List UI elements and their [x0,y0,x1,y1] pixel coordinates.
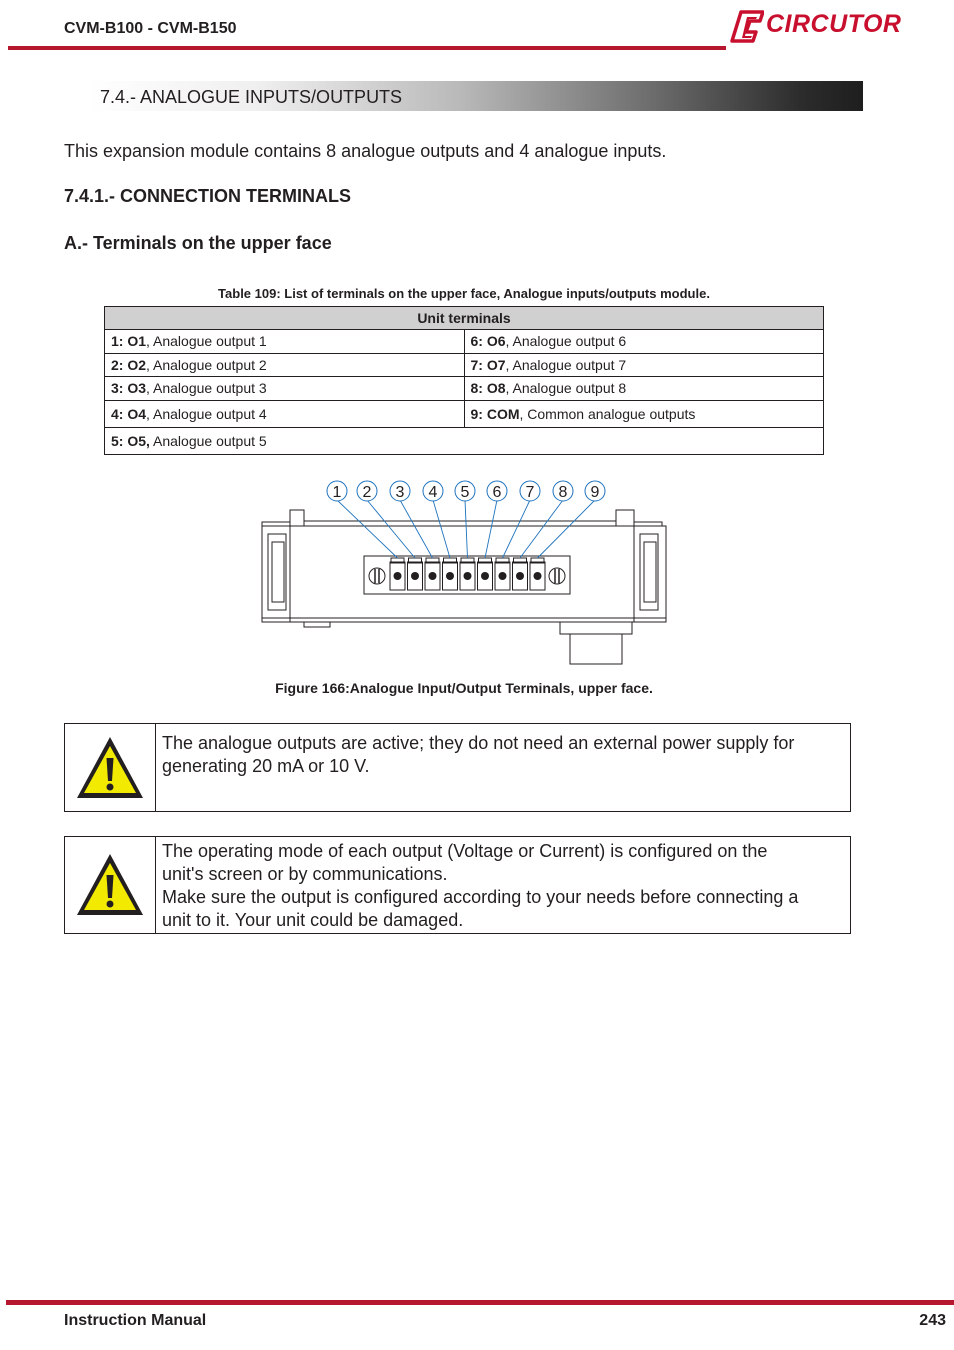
header-rule [8,46,726,50]
table-row [105,377,824,401]
connector-terminals [369,558,565,590]
warning-line: The operating mode of each output (Voltage or Current) is configured on the [162,841,768,861]
warning-box-operating-mode [64,836,851,934]
subsection-heading: 7.4.1.- CONNECTION TERMINALS [64,186,352,206]
callout-leader-line [485,500,497,558]
figure-caption: Figure 166:Analogue Input/Output Terminals, upper face. [275,680,653,696]
terminal-desc: , Analogue output 4 [146,405,267,422]
warning-box-active-outputs [64,723,851,812]
warning-line: The analogue outputs are active; they do not need an external power supply for [162,733,795,753]
terminal-callouts [327,481,605,558]
terminal-number-label: 7 [525,484,535,501]
terminal-slot [478,558,493,590]
terminal-number-label: 6 [492,484,502,501]
table-header: Unit terminals [105,307,824,330]
terminal-number-label: 5 [460,484,470,501]
terminal-number-label: 9 [590,484,600,501]
callout-leader-line [465,500,468,558]
terminal-number-label: 2 [362,484,372,501]
subsubsection-heading: A.- Terminals on the upper face [64,233,332,253]
terminal-code: 1: O1 [111,333,147,350]
footer-rule [6,1300,954,1305]
circutor-logo-mark-icon [730,8,764,44]
terminal-desc: , Analogue output 6 [505,333,627,350]
terminal-diagram [0,470,954,670]
callout-leader-line [433,500,450,558]
terminal-slot [513,558,528,590]
terminal-slot [425,558,440,590]
module-drawing [0,470,954,670]
warning-triangle-icon [74,851,146,919]
terminal-number-label: 4 [428,484,438,501]
terminal-slot [408,558,423,590]
terminal-slot [390,558,405,590]
table-row [105,427,824,454]
warning-icon-cell [65,724,156,811]
warning-line: generating 20 mA or 10 V. [162,756,370,776]
callout-leader-line [367,500,415,558]
brand-wordmark: CIRCUTOR [766,10,902,38]
callout-leader-line [538,500,596,558]
warning-text [156,724,850,811]
terminal-desc: , Analogue output 3 [146,380,267,397]
table-cell [105,400,465,427]
terminal-slot [530,558,545,590]
table-cell [464,377,824,401]
terminal-code: 4: O4 [111,405,147,422]
terminal-code: 5: O5, [111,432,150,449]
circutor-logo [730,8,910,46]
intro-paragraph: This expansion module contains 8 analogue outputs and 4 analogue inputs. [64,141,667,161]
warning-line: unit's screen or by communications. [162,864,448,884]
document-model-title: CVM-B100 - CVM-B150 [64,20,237,37]
terminal-desc: , Analogue output 8 [505,380,627,397]
table-cell [105,330,465,354]
warning-line: unit to it. Your unit could be damaged. [162,910,464,930]
terminals-table [104,306,824,455]
footer-manual-label: Instruction Manual [64,1312,207,1329]
terminal-slot [443,558,458,590]
terminal-desc: , Common analogue outputs [519,405,696,422]
section-title: 7.4.- ANALOGUE INPUTS/OUTPUTS [100,87,403,107]
terminal-code: 3: O3 [111,380,147,397]
callout-leader-line [400,500,433,558]
terminal-number-label: 1 [332,484,342,501]
table-row [105,330,824,354]
table-cell [105,353,465,377]
warning-text [156,837,850,933]
table-header-row [105,307,824,330]
terminal-code: 8: O8 [470,380,506,397]
table-cell [464,330,824,354]
terminal-number-label: 3 [395,484,405,501]
table-cell [105,377,465,401]
terminal-number-label: 8 [558,484,568,501]
callout-leader-line [503,500,531,558]
table-row [105,400,824,427]
terminal-code: 2: O2 [111,356,147,373]
terminal-desc: , Analogue output 1 [146,333,267,350]
table-row [105,353,824,377]
terminal-slot [495,558,510,590]
warning-triangle-icon [74,734,146,802]
terminal-desc: , Analogue output 2 [146,356,267,373]
table-cell [464,353,824,377]
terminal-code: 6: O6 [470,333,506,350]
terminal-slot [460,558,475,590]
terminal-code: 7: O7 [470,356,506,373]
mounting-screw-icon [549,568,565,584]
table-cell [464,400,824,427]
terminal-code: 9: COM [470,405,520,422]
terminal-desc: Analogue output 5 [149,432,267,449]
section-banner [88,81,863,111]
mounting-screw-icon [369,568,385,584]
table-cell [105,427,824,454]
callout-leader-line [520,500,563,558]
warning-icon-cell [65,837,156,933]
table-caption: Table 109: List of terminals on the upper face, Analogue inputs/outputs module. [218,286,710,301]
warning-line: Make sure the output is configured according to your needs before connecting a [162,887,799,907]
terminal-desc: , Analogue output 7 [505,356,627,373]
page-number: 243 [919,1312,946,1329]
callout-leader-line [337,500,398,558]
